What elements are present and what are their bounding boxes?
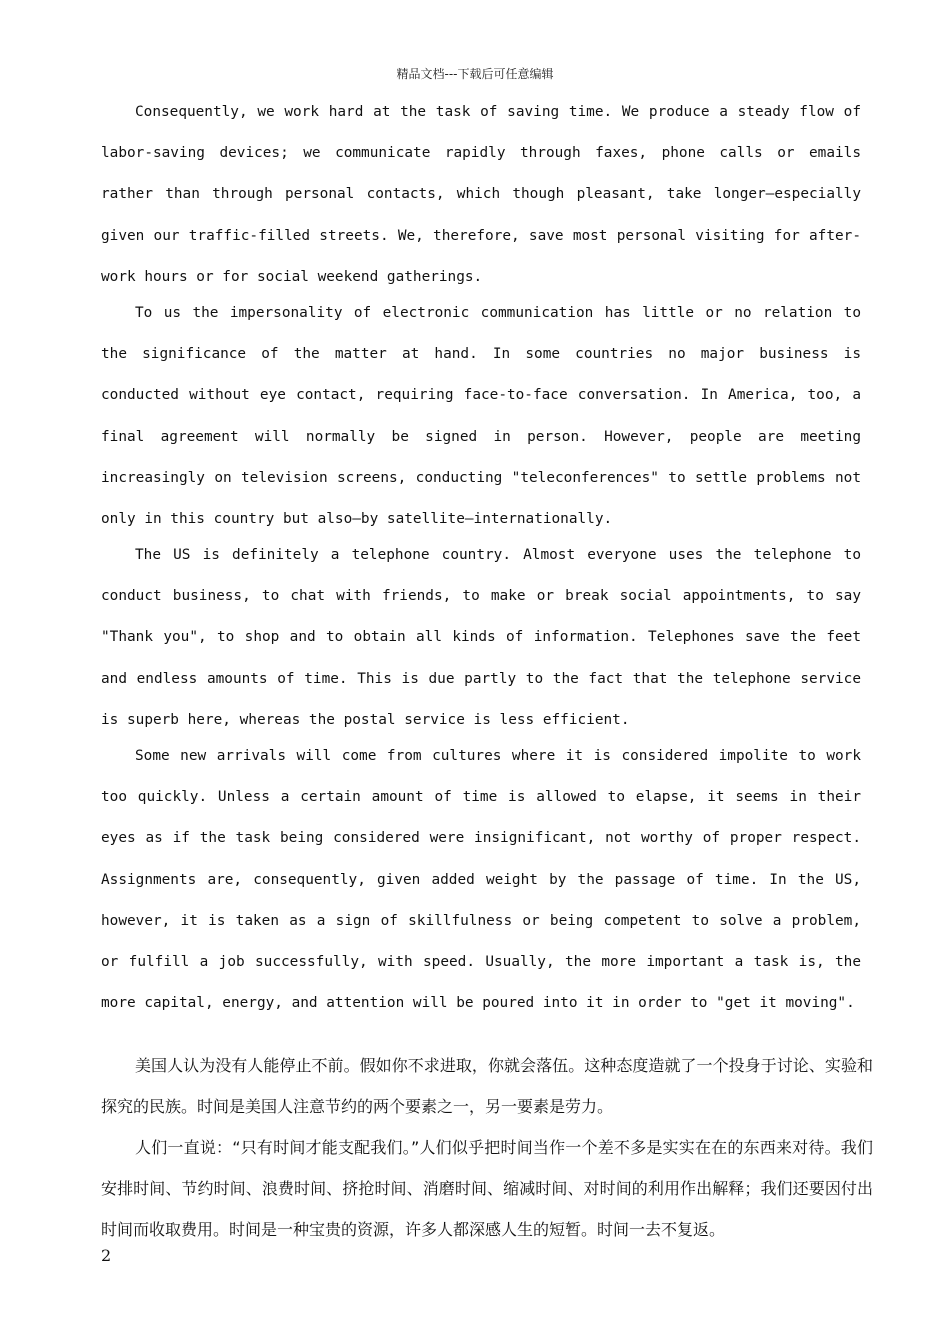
paragraph-saving-time: Consequently, we work hard at the task of saving time. We produce a steady flow of labor-saving devices; we communicate rapidly through faxes, phone calls or emails rather than through personal contacts, which though pleasant, take longer—especially given our traffic-filled streets. We, therefore, save most personal visiting for after-work hours or for social weekend gatherings. bbox=[101, 104, 861, 285]
page-number: 2 bbox=[101, 1246, 112, 1265]
paragraph-zh-time: 人们一直说：“只有时间才能支配我们。”人们似乎把时间当作一个差不多是实实在在的东西来对待。我们安排时间、节约时间、浪费时间、挤抢时间、消磨时间、缩减时间、对时间的利用作出解释；我们还要因付出时间而收取费用。时间是一种宝贵的资源，许多人都深感人生的短暂。时间一去不复返。 bbox=[101, 1138, 873, 1239]
paragraph-electronic-communication: To us the impersonality of electronic communication has little or no relation to the significance of the matter at hand. In some countries no major business is conducted without eye contact, requiring face-to-face conversation. In America, too, a final agreement will normally be signed in person. However, people are meeting increasingly on television screens, conducting "teleconferences" to settle problems not only in this country but also—by satellite—internationally. bbox=[101, 305, 861, 528]
paragraph-new-arrivals: Some new arrivals will come from cultures where it is considered impolite to work too quickly. Unless a certain amount of time is allowed to elapse, it seems in their eyes as if the task being considered were insignificant, not worthy of proper respect. Assignments are, consequently, given added weight by the passage of time. In the US, however, it is taken as a sign of skillfulness or being competent to solve a problem, or fulfill a job successfully, with speed. Usually, the more important a task is, the more capital, energy, and attention will be poured into it in order to "get it moving". bbox=[101, 748, 861, 1012]
paragraph-zh-progress: 美国人认为没有人能停止不前。假如你不求进取，你就会落伍。这种态度造就了一个投身于讨论、实验和探究的民族。时间是美国人注意节约的两个要素之一，另一要素是劳力。 bbox=[101, 1056, 873, 1116]
paragraph-telephone-country: The US is definitely a telephone country. Almost everyone uses the telephone to conduct business, to chat with friends, to make or break social appointments, to say "Thank you", to shop and to obtain all kinds of information. Telephones save the feet and endless amounts of time. This is due partly to the fact that the telephone service is superb here, whereas the postal service is less efficient. bbox=[101, 547, 861, 728]
page-header: 精品文档---下载后可任意编辑 bbox=[396, 67, 554, 81]
